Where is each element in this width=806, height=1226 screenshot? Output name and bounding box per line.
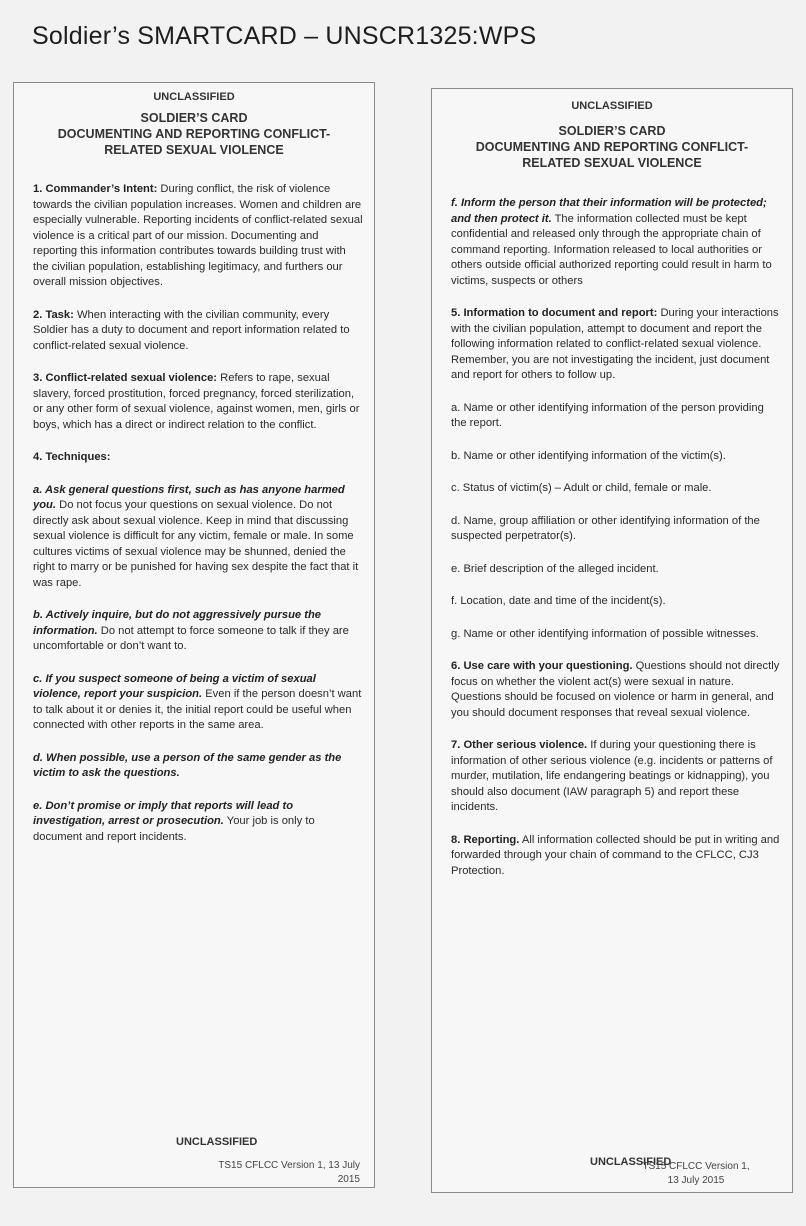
- technique-heading: b. Actively inquire, but do not aggressively pursue the information.: [33, 609, 322, 637]
- technique-heading: a. Ask general questions first, such as has anyone harmed you.: [33, 483, 345, 511]
- paragraph-questioning: [451, 659, 781, 721]
- info-item-g: g. Name or other identifying information of possible witnesses.: [451, 627, 759, 640]
- technique-a: [33, 483, 363, 592]
- card-heading: [14, 110, 374, 158]
- paragraph-information: [451, 306, 781, 384]
- info-item-d: d. Name, group affiliation or other identifying information of the suspected perpetrator(s).: [451, 514, 760, 542]
- paragraph-definition: [33, 371, 363, 433]
- paragraph-heading: 1. Commander’s Intent:: [33, 183, 158, 195]
- info-item-c: c. Status of victim(s) – Adult or child, female or male.: [451, 482, 712, 494]
- version-note: [190, 1159, 360, 1187]
- paragraph-heading: 6. Use care with your questioning.: [451, 660, 633, 672]
- card-heading-line: RELATED SEXUAL VIOLENCE: [104, 143, 284, 157]
- card-heading-line: SOLDIER’S CARD: [558, 124, 666, 138]
- paragraph-heading: 3. Conflict-related sexual violence:: [33, 372, 218, 384]
- card-heading-line: DOCUMENTING AND REPORTING CONFLICT-: [57, 127, 331, 141]
- info-item-b: b. Name or other identifying information of the victim(s).: [451, 449, 726, 462]
- card-heading-line: RELATED SEXUAL VIOLENCE: [522, 156, 702, 170]
- classification-top: UNCLASSIFIED: [153, 91, 235, 103]
- smartcard-left: [13, 82, 375, 1188]
- technique-e: [33, 799, 363, 846]
- technique-text: Do not focus your questions on sexual violence. Do not directly ask about sexual violence. Keep in mind that discussing sexual violence is difficult for any victim, female or male. In some cultures victims of sexual violence may be shunned, denied the right to marry or be punished for having sex despite the fact that it was rape.: [33, 499, 359, 589]
- technique-f: [451, 196, 781, 289]
- technique-heading: d. When possible, use a person of the same gender as the victim to ask the questions.: [33, 751, 342, 779]
- smartcard-right: [431, 88, 793, 1193]
- classification-bottom: UNCLASSIFIED: [176, 1136, 258, 1148]
- paragraph-text: When interacting with the civilian community, every Soldier has a duty to document and report information related to conflict-related sexual violence.: [33, 308, 350, 352]
- technique-b: [33, 608, 363, 655]
- technique-text: Even if the person doesn’t want to talk about it or denies it, the initial report could be useful when connected with other reports in the same area.: [33, 688, 362, 731]
- paragraph-task: [33, 308, 363, 355]
- card-heading-line: DOCUMENTING AND REPORTING CONFLICT-: [475, 140, 749, 154]
- technique-heading: c. If you suspect someone of being a victim of sexual violence, report your suspicion.: [33, 672, 316, 700]
- paragraph-text: All information collected should be put in writing and forwarded through your chain of command to the CFLCC, CJ3 Protection.: [451, 833, 780, 877]
- technique-text: Your job is only to document and report incidents.: [33, 815, 315, 843]
- paragraph-heading: 4. Techniques:: [33, 451, 111, 463]
- paragraph-commanders-intent: [33, 182, 363, 291]
- paragraph-heading: 8. Reporting.: [451, 833, 520, 846]
- paragraph-techniques: [33, 450, 363, 466]
- paragraph-heading: 7. Other serious violence.: [451, 739, 588, 751]
- page-title: Soldier’s SMARTCARD – UNSCR1325:WPS: [32, 22, 537, 50]
- paragraph-text: If during your questioning there is information of other serious violence (e.g. incidents or patterns of murder, mutilation, life endangering beatings or kidnapping), you should also document (IAW paragraph 5) and report these incidents.: [451, 739, 773, 813]
- card-heading-line: SOLDIER’S CARD: [140, 111, 248, 125]
- paragraph-text: Questions should not directly focus on whether the violent act(s) were sexual in nature. Questions should be focused on violence or harm in general, and you should document responses that reveal sexual violence.: [451, 660, 780, 719]
- paragraph-reporting: [451, 833, 781, 880]
- paragraph-text: During conflict, the risk of violence towards the civilian population increases. Women and children are especially vulnerable. Reporting incidents of conflict-related sexual violence is a critical part of our mission. Documenting and reporting this information contributes towards building trust with the civilian population, establishing legitimacy, and furthers our overall mission objectives.: [33, 183, 363, 288]
- technique-d: [33, 751, 363, 782]
- classification-top: UNCLASSIFIED: [571, 100, 653, 112]
- paragraph-text: During your interactions with the civilian population, attempt to document and report the following information related to conflict-related sexual violence. Remember, you are not investigating the incident, just document and report for others to follow up.: [451, 307, 779, 381]
- paragraph-heading: 2. Task:: [33, 308, 74, 321]
- version-line: TS15 CFLCC Version 1, 13 July: [218, 1160, 360, 1171]
- card-heading: [432, 123, 792, 171]
- paragraph-other-violence: [451, 738, 781, 816]
- info-item-f: f. Location, date and time of the incident(s).: [451, 595, 666, 607]
- info-item-a: a. Name or other identifying information of the person providing the report.: [451, 401, 764, 429]
- technique-heading: f. Inform the person that their information will be protected; and then protect it.: [451, 197, 767, 225]
- card-body: [33, 182, 363, 862]
- technique-text: Do not attempt to force someone to talk if they are uncomfortable or don’t want to.: [33, 624, 349, 652]
- technique-heading: e. Don’t promise or imply that reports will lead to investigation, arrest or prosecution.: [33, 799, 294, 827]
- version-note: [606, 1160, 786, 1188]
- version-line: 2015: [337, 1174, 360, 1185]
- technique-text: The information collected must be kept confidential and released only through the appropriate chain of command reporting. Information released to local authorities or others outside official authorized reporting could result in harm to victims, suspects or others: [451, 212, 772, 287]
- technique-c: [33, 672, 363, 734]
- info-item-e: e. Brief description of the alleged incident.: [451, 562, 659, 575]
- version-line: 13 July 2015: [667, 1175, 725, 1186]
- paragraph-text: Refers to rape, sexual slavery, forced prostitution, forced pregnancy, forced sterilization, or any other form of sexual violence, against women, men, girls or boys, which has a direct or indirect relation to the conflict.: [33, 372, 360, 431]
- paragraph-heading: 5. Information to document and report:: [451, 307, 658, 319]
- version-line: TS15 CFLCC Version 1,: [642, 1161, 750, 1172]
- card-body: [451, 196, 781, 896]
- classification-bottom: UNCLASSIFIED: [590, 1156, 672, 1168]
